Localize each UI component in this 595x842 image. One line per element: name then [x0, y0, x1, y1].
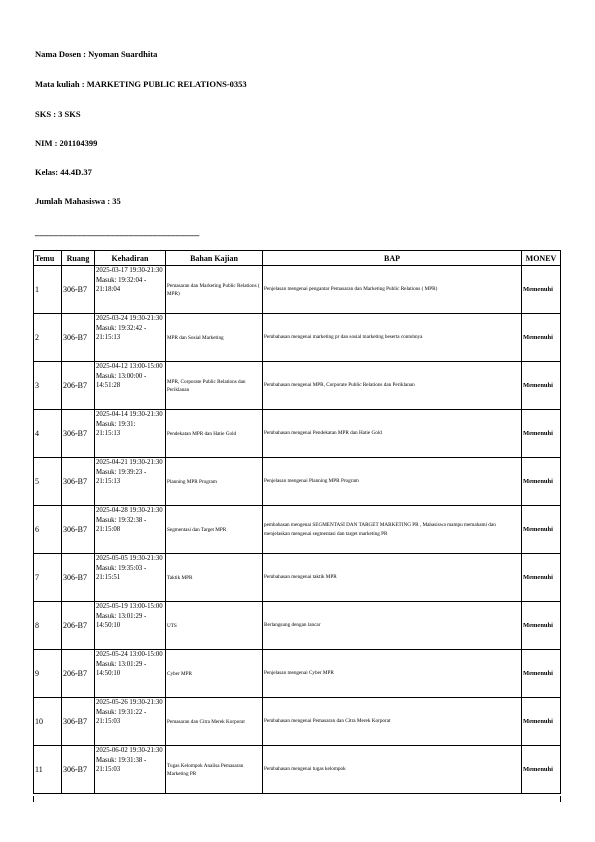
- cell-monev: Memenuhi: [522, 506, 561, 554]
- check-out: 21:15:51: [96, 574, 121, 581]
- table-header-row: [34, 251, 561, 266]
- cell-ruang: 306-B7: [62, 746, 95, 794]
- schedule-time: 2025-04-14 19:30-21:30: [96, 411, 163, 418]
- cell-bap: Pembahasan mengenai marketing pr dan sosial marketing beserta contohnya: [263, 314, 522, 362]
- student-id: NIM : 201104399: [35, 138, 98, 148]
- cell-ruang: 306-B7: [62, 314, 95, 362]
- cell-temu: 7: [34, 554, 62, 602]
- attendance-table: [33, 250, 561, 794]
- course-name: Mata kuliah : MARKETING PUBLIC RELATIONS-0353: [35, 79, 247, 89]
- table-row: [34, 506, 561, 554]
- check-out: 21:15:13: [96, 430, 121, 437]
- col-header-bahan-kajian: Bahan Kajian: [166, 251, 263, 266]
- schedule-time: 2025-06-02 19:30-21:30: [96, 747, 163, 754]
- cell-bap: Penjelasan mengenai Planning MPR Program: [263, 458, 522, 506]
- cell-kehadiran: [95, 554, 166, 602]
- cell-ruang: 206-B7: [62, 362, 95, 410]
- check-in: Masuk: 19:31:22 -: [96, 708, 147, 716]
- cell-ruang: 306-B7: [62, 554, 95, 602]
- check-out: 14:51:28: [96, 382, 121, 389]
- cell-kehadiran: [95, 602, 166, 650]
- cell-kehadiran: [95, 458, 166, 506]
- schedule-time: 2025-04-28 19:30-21:30: [96, 507, 163, 514]
- schedule-time: 2025-05-05 19:30-21:30: [96, 555, 163, 562]
- cell-monev: Memenuhi: [522, 362, 561, 410]
- check-out: 14:50:10: [96, 670, 121, 677]
- cell-kehadiran: [95, 506, 166, 554]
- table-row: [34, 410, 561, 458]
- cell-bahan-kajian: Pendekatan MPR dan Hatie Gold: [166, 410, 263, 458]
- cell-ruang: 306-B7: [62, 266, 95, 314]
- table-row: [34, 602, 561, 650]
- check-in: Masuk: 19:32:42 -: [96, 324, 147, 332]
- table-row: [34, 362, 561, 410]
- schedule-time: 2025-05-24 13:00-15:00: [96, 651, 163, 658]
- cell-monev: Memenuhi: [522, 602, 561, 650]
- check-out: 21:15:03: [96, 718, 121, 725]
- cell-temu: 4: [34, 410, 62, 458]
- cell-ruang: 306-B7: [62, 410, 95, 458]
- col-header-temu: Temu: [34, 251, 62, 266]
- col-header-monev: MONEV: [522, 251, 561, 266]
- cell-monev: Memenuhi: [522, 410, 561, 458]
- cell-temu: 1: [34, 266, 62, 314]
- cell-temu: 5: [34, 458, 62, 506]
- check-in: Masuk: 13:01:29 -: [96, 612, 147, 620]
- separator-line: ___________________________________: [35, 227, 200, 237]
- schedule-time: 2025-05-19 13:00-15:00: [96, 603, 163, 610]
- cell-bahan-kajian: Cyber MPR: [166, 650, 263, 698]
- check-in: Masuk: 19:31:: [96, 420, 136, 428]
- check-in: Masuk: 13:01:29 -: [96, 660, 147, 668]
- student-count: Jumlah Mahasiswa : 35: [35, 196, 121, 206]
- cell-kehadiran: [95, 698, 166, 746]
- table-row: [34, 314, 561, 362]
- check-out: 21:15:03: [96, 766, 121, 773]
- schedule-time: 2025-05-26 19:30-21:30: [96, 699, 163, 706]
- schedule-time: 2025-03-24 19:30-21:30: [96, 315, 163, 322]
- cell-temu: 2: [34, 314, 62, 362]
- cell-monev: Memenuhi: [522, 650, 561, 698]
- cell-monev: Memenuhi: [522, 698, 561, 746]
- cell-ruang: 306-B7: [62, 506, 95, 554]
- col-header-ruang: Ruang: [62, 251, 95, 266]
- check-out: 14:50:10: [96, 622, 121, 629]
- check-in: Masuk: 19:35:03 -: [96, 564, 147, 572]
- table-continuation-right: [560, 796, 561, 802]
- cell-bahan-kajian: MPR, Corporate Public Relations dan Periklanan: [166, 362, 263, 410]
- check-in: Masuk: 19:32:38 -: [96, 516, 147, 524]
- cell-bahan-kajian: UTS: [166, 602, 263, 650]
- table-continuation-left: [33, 796, 34, 802]
- cell-kehadiran: [95, 266, 166, 314]
- table-row: [34, 650, 561, 698]
- cell-kehadiran: [95, 650, 166, 698]
- class-code: Kelas: 44.4D.37: [35, 167, 92, 177]
- cell-ruang: 306-B7: [62, 458, 95, 506]
- cell-bahan-kajian: Taktik MPR: [166, 554, 263, 602]
- col-header-kehadiran: Kehadiran: [95, 251, 166, 266]
- table-row: [34, 746, 561, 794]
- schedule-time: 2025-04-12 13:00-15:00: [96, 363, 163, 370]
- cell-kehadiran: [95, 362, 166, 410]
- cell-bap: Pembahasan mengenai Pemasaran dan Citra Merek Korporat: [263, 698, 522, 746]
- cell-temu: 11: [34, 746, 62, 794]
- cell-kehadiran: [95, 746, 166, 794]
- check-in: Masuk: 19:32:04 -: [96, 276, 147, 284]
- cell-bahan-kajian: Tugas Kelompok Analisa Pemasaran Marketing PR: [166, 746, 263, 794]
- cell-temu: 6: [34, 506, 62, 554]
- cell-monev: Memenuhi: [522, 266, 561, 314]
- check-out: 21:15:13: [96, 334, 121, 341]
- cell-bap: Penjelasan mengenai pengantar Pemasaran dan Marketing Public Relations ( MPR): [263, 266, 522, 314]
- cell-monev: Memenuhi: [522, 458, 561, 506]
- cell-temu: 10: [34, 698, 62, 746]
- table-row: [34, 458, 561, 506]
- cell-bahan-kajian: Segmentasi dan Target MPR: [166, 506, 263, 554]
- col-header-bap: BAP: [263, 251, 522, 266]
- schedule-time: 2025-04-21 19:30-21:30: [96, 459, 163, 466]
- cell-bap: Pembahasan mengenai tugas kelompok: [263, 746, 522, 794]
- check-out: 21:15:08: [96, 526, 121, 533]
- check-in: Masuk: 19:39:23 -: [96, 468, 147, 476]
- credit-units: SKS : 3 SKS: [35, 109, 81, 119]
- table-row: [34, 698, 561, 746]
- cell-temu: 3: [34, 362, 62, 410]
- cell-temu: 9: [34, 650, 62, 698]
- cell-ruang: 206-B7: [62, 602, 95, 650]
- cell-kehadiran: [95, 410, 166, 458]
- cell-ruang: 206-B7: [62, 650, 95, 698]
- cell-bap: Penjelasan mengenai Cyber MPR: [263, 650, 522, 698]
- table-row: [34, 554, 561, 602]
- cell-bahan-kajian: MPR dan Sosial Marketing: [166, 314, 263, 362]
- cell-bahan-kajian: Pemasaran dan Citra Merek Korporat: [166, 698, 263, 746]
- cell-monev: Memenuhi: [522, 554, 561, 602]
- check-out: 21:18:04: [96, 286, 121, 293]
- check-in: Masuk: 13:00:00 -: [96, 372, 147, 380]
- cell-bahan-kajian: Planning MPR Program: [166, 458, 263, 506]
- cell-bap: Pembahasan mengenai taktik MPR: [263, 554, 522, 602]
- check-in: Masuk: 19:31:38 -: [96, 756, 147, 764]
- cell-bap: Pembahasan mengenai MPR, Corporate Public Relations dan Periklanan: [263, 362, 522, 410]
- check-out: 21:15:13: [96, 478, 121, 485]
- schedule-time: 2025-03-17 19:30-21:30: [96, 267, 163, 274]
- lecturer-name: Nama Dosen : Nyoman Suardhita: [35, 49, 158, 59]
- cell-bahan-kajian: Pemasaran dan Marketing Public Relations ( MPR): [166, 266, 263, 314]
- table-row: [34, 266, 561, 314]
- cell-ruang: 306-B7: [62, 698, 95, 746]
- cell-bap: pembahasan mengenai SEGMENTASI DAN TARGET MARKETING PR , Mahasiswa mampu memahami dan menjelaskan mengenai segmentasi dan target marketing PR: [263, 506, 522, 554]
- cell-monev: Memenuhi: [522, 314, 561, 362]
- cell-temu: 8: [34, 602, 62, 650]
- cell-kehadiran: [95, 314, 166, 362]
- cell-monev: Memenuhi: [522, 746, 561, 794]
- cell-bap: Pembahasan mengenai Pendekatan MPR dan Hatie Gold: [263, 410, 522, 458]
- cell-bap: Berlangsung dengan lancar: [263, 602, 522, 650]
